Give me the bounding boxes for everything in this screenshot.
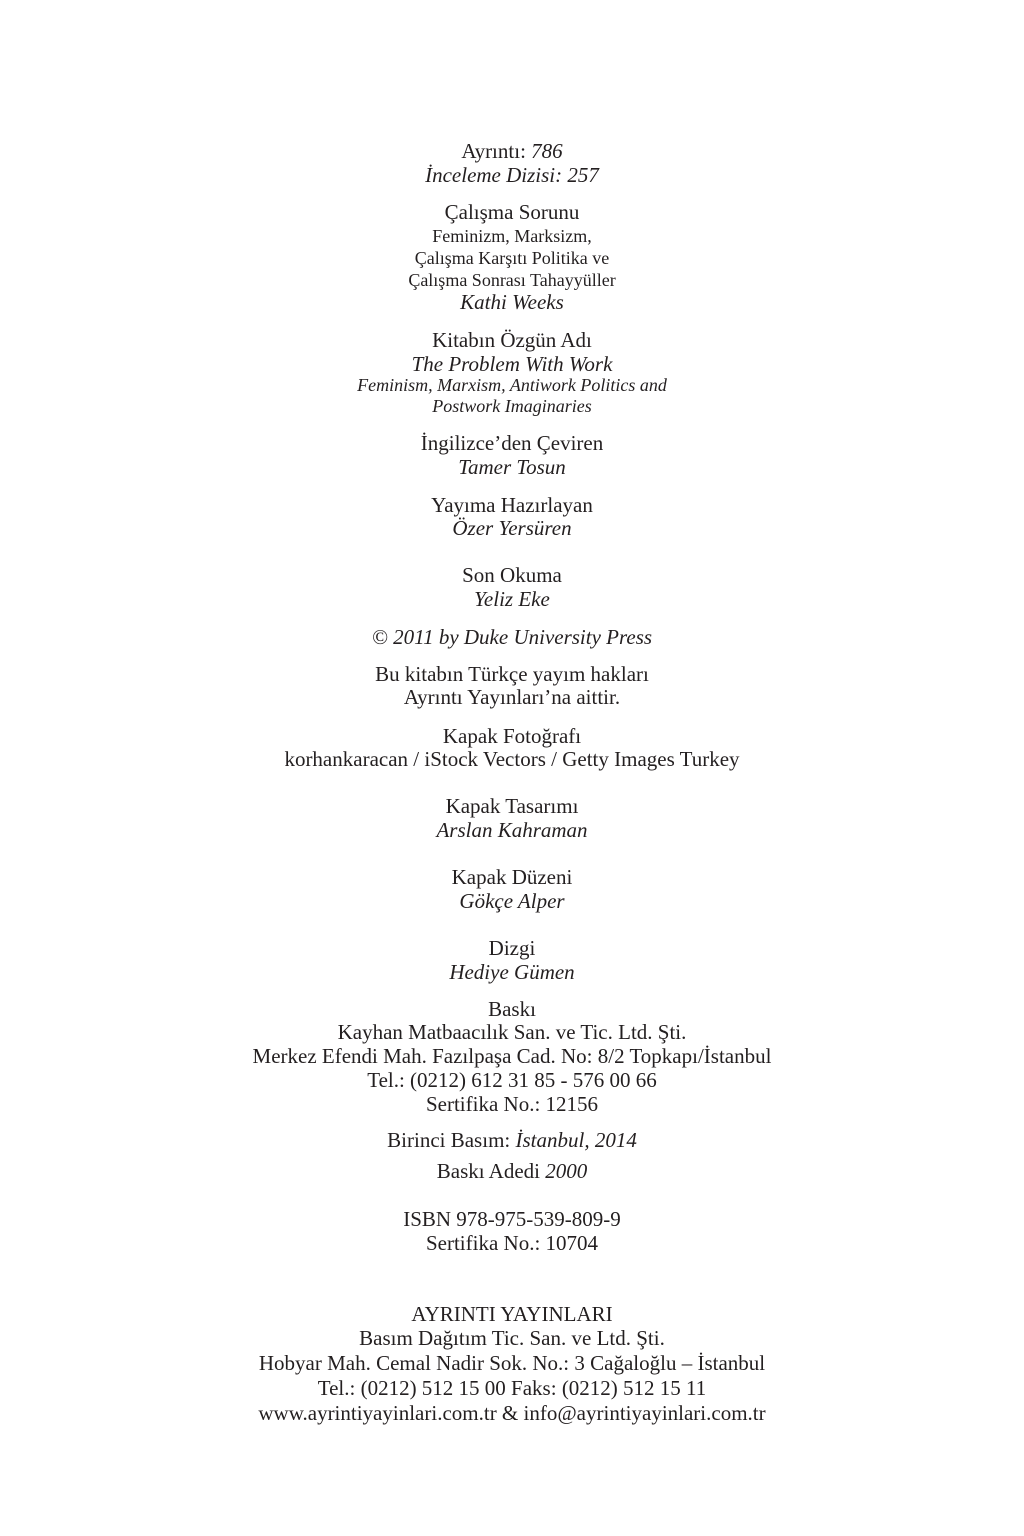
cover-layout-label: Kapak Düzeni [451,865,573,889]
printer-line: Merkez Efendi Mah. Fazılpaşa Cad. No: 8/2 Topkapı/İstanbul [252,1044,772,1068]
print-run-line [0,1161,1024,1182]
editor-label: Yayıma Hazırlayan [431,493,593,517]
publisher-address: Hobyar Mah. Cemal Nadir Sok. No.: 3 Cağaloğlu – İstanbul [258,1351,766,1375]
rights-line: Ayrıntı Yayınları’na aittir. [403,685,621,709]
cover-photo-label: Kapak Fotoğrafı [442,724,582,748]
series-label: Ayrıntı: [461,139,532,163]
rights-line: Bu kitabın Türkçe yayım hakları [375,662,649,686]
publisher-certificate: Sertifika No.: 10704 [425,1231,599,1255]
print-run-label: Baskı Adedi [436,1159,546,1183]
publisher-line: Basım Dağıtım Tic. San. ve Ltd. Şti. [359,1326,665,1350]
proofreading-name: Yeliz Eke [474,587,550,611]
editor-name: Özer Yersüren [452,516,572,540]
printer-line: Tel.: (0212) 612 31 85 - 576 00 66 [367,1068,657,1092]
original-title: The Problem With Work [411,352,613,376]
publisher-name: AYRINTI YAYINLARI [411,1302,613,1326]
cover-design-label: Kapak Tasarımı [445,794,579,818]
series-line [0,141,1024,162]
publisher-phone: Tel.: (0212) 512 15 00 Faks: (0212) 512 15 11 [317,1376,707,1400]
translator-name: Tamer Tosun [458,455,566,479]
book-subtitle-line: Çalışma Karşıtı Politika ve [414,248,610,268]
cover-photo-credit: korhankaracan / iStock Vectors / Getty Images Turkey [284,747,740,771]
series-number: 786 [531,139,563,163]
subseries-line: İnceleme Dizisi: 257 [425,163,599,187]
original-title-label: Kitabın Özgün Adı [432,328,592,352]
printing-label: Baskı [488,997,536,1021]
cover-layout-name: Gökçe Alper [459,889,565,913]
proofreading-label: Son Okuma [462,563,562,587]
cover-design-name: Arslan Kahraman [436,818,588,842]
first-edition-line [0,1130,1024,1151]
copyright-notice: © 2011 by Duke University Press [371,625,653,649]
book-title: Çalışma Sorunu [444,200,580,224]
original-subtitle-line: Postwork Imaginaries [432,396,592,416]
isbn: ISBN 978-975-539-809-9 [403,1207,621,1231]
book-subtitle-line: Çalışma Sonrası Tahayyüller [408,270,616,290]
publisher-web: www.ayrintiyayinlari.com.tr & info@ayrintiyayinlari.com.tr [258,1401,766,1425]
book-subtitle-line: Feminizm, Marksizm, [432,226,592,246]
printer-line: Kayhan Matbaacılık San. ve Tic. Ltd. Şti. [337,1020,687,1044]
first-edition-label: Birinci Basım: [387,1128,516,1152]
typesetting-name: Hediye Gümen [449,960,575,984]
typesetting-label: Dizgi [488,936,536,960]
printer-line: Sertifika No.: 12156 [425,1092,599,1116]
translator-label: İngilizce’den Çeviren [420,431,604,455]
book-author: Kathi Weeks [460,290,564,314]
print-run-value: 2000 [545,1159,588,1183]
first-edition-value: İstanbul, 2014 [515,1128,637,1152]
original-subtitle-line: Feminism, Marxism, Antiwork Politics and [357,375,667,395]
